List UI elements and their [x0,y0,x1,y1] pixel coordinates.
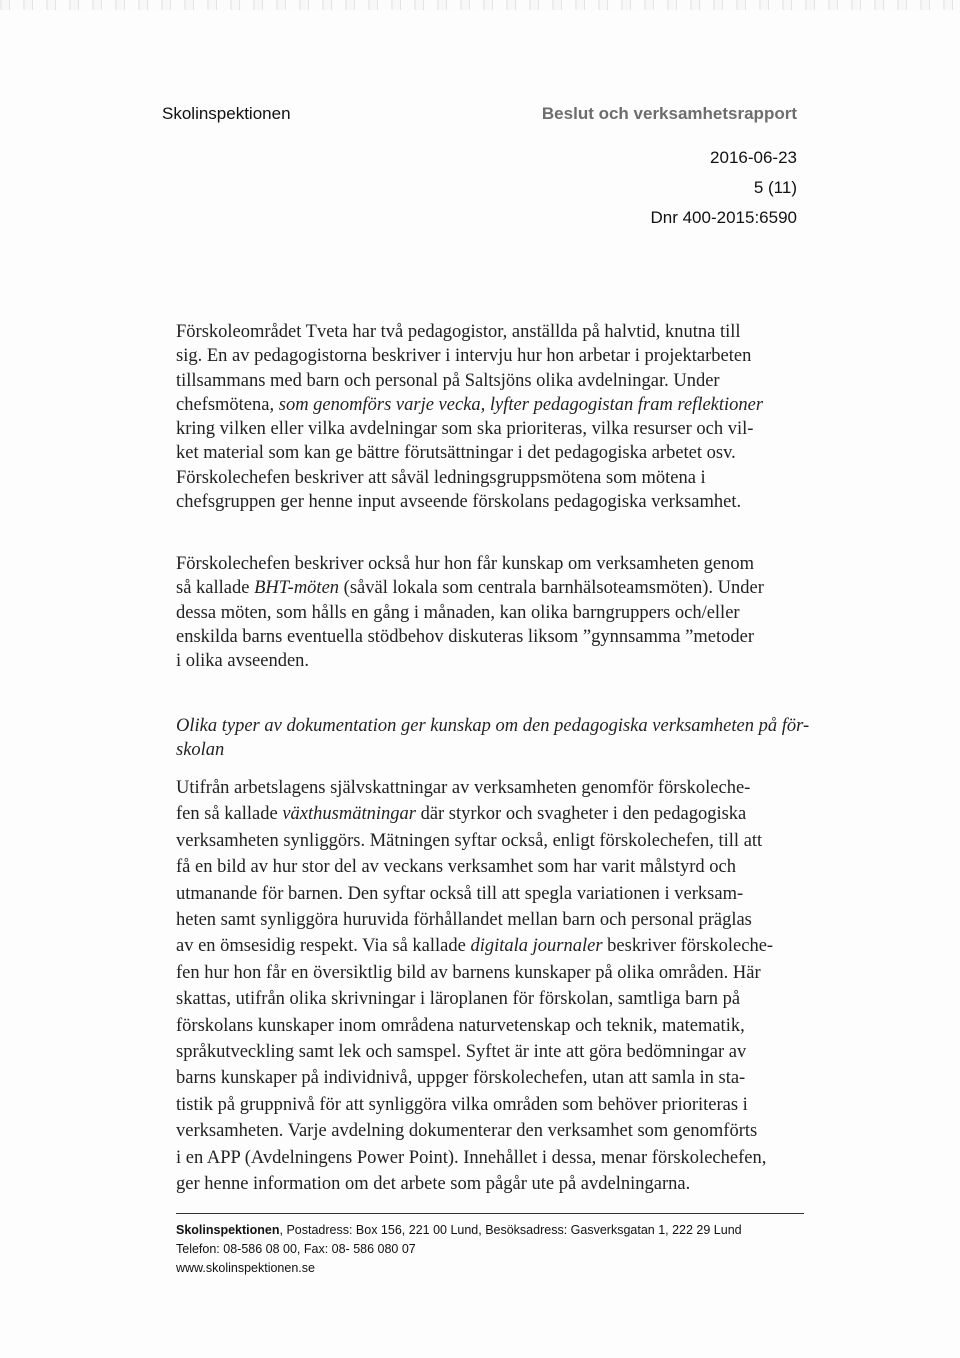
section-heading [176,714,810,763]
text-line: ger henne information om det arbete som pågår ute på avdelningarna. [176,1174,691,1195]
footer-address [176,1221,742,1240]
footer [176,1221,742,1278]
text-line: Förskoleområdet Tveta har två pedagogistor, anställda på halvtid, knutna till [176,322,741,342]
header-document-title: Beslut och verksamhetsrapport [541,104,797,123]
text-line: verksamheten synliggörs. Mätningen syftar också, enligt förskolechefen, till att [176,830,763,851]
header-reference-number: Dnr 400-2015:6590 [650,208,797,227]
text-line: Förskolechefen beskriver att såväl ledningsgruppsmötena som mötena i [176,467,706,488]
header-organization: Skolinspektionen [162,104,291,123]
text-line: förskolans kunskaper inom områdena naturvetenskap och teknik, matematik, [176,1015,745,1036]
text-line [176,933,796,959]
italic-term: digitala journaler [470,936,603,957]
text-line: fen hur hon får en översiktlig bild av barnens kunskaper på olika områden. Här [176,962,761,983]
footer-address-text: , Postadress: Box 156, 221 00 Lund, Besöksadress: Gasverksgatan 1, 222 29 Lund [279,1223,742,1237]
text-line: sig. En av pedagogistorna beskriver i intervju hur hon arbetar i projektarbeten [176,346,752,367]
text-segment: av en ömsesidig respekt. Via så kallade [176,936,471,957]
header-page-number: 5 (11) [753,178,797,197]
text-line: kring vilken eller vilka avdelningar som ska prioriteras, vilka resurser och vil- [176,419,754,440]
scan-edge-artifact [0,0,960,10]
text-segment: chefsmötena [176,394,270,415]
italic-term: BHT-möten [254,578,340,599]
header-date: 2016-06-23 [710,148,797,167]
text-line: Förskolechefen beskriver också hur hon får kunskap om verksamheten genom [176,554,754,574]
footer-website-link[interactable]: www.skolinspektionen.se [176,1261,315,1275]
italic-term: växthusmätningar [282,804,416,825]
text-line: chefsgruppen ger henne input avseende förskolans pedagogiska verksamhet. [176,492,742,513]
text-segment: (såväl lokala som centrala barnhälsoteamsmöten). Under [339,578,764,599]
text-line: Utifrån arbetslagens självskattningar av verksamheten genomför förskoleche- [176,778,751,798]
text-segment: fen så kallade [176,804,283,825]
text-line: utmanande för barnen. Den syftar också till att spegla variationen i verksam- [176,883,744,904]
text-line: verksamheten. Varje avdelning dokumenterar den verksamhet som genomförts [176,1121,758,1142]
text-segment: beskriver förskoleche- [602,936,774,957]
text-line: i olika avseenden. [176,651,310,672]
text-line: skolan [176,740,225,761]
text-line: heten samt synliggöra huruvida förhållandet mellan barn och personal präglas [176,910,752,931]
text-line [176,576,796,600]
text-line: få en bild av hur stor del av veckans verksamhet som har varit målstyrd och [176,857,736,878]
body-paragraph-2 [176,552,796,673]
text-line: enskilda barns eventuella stödbehov diskuteras liksom ”gynnsamma ”metoder [176,626,754,647]
footer-org-name: Skolinspektionen [176,1223,280,1237]
text-line: ket material som kan ge bättre förutsättningar i det pedagogiska arbetet osv. [176,443,736,464]
text-segment: där styrkor och svagheter i den pedagogiska [415,804,747,825]
text-line: skattas, utifrån olika skrivningar i läroplanen för förskolan, samtliga barn på [176,989,741,1010]
footer-divider [176,1213,804,1214]
text-line [176,393,796,417]
text-line: barns kunskaper på individnivå, uppger förskolechefen, utan att samla in sta- [176,1068,746,1089]
text-line: språkutveckling samt lek och samspel. Syftet är inte att göra bedömningar av [176,1042,747,1063]
text-line: i en APP (Avdelningens Power Point). Innehållet i dessa, menar förskolechefen, [176,1147,767,1168]
text-line: tillsammans med barn och personal på Saltsjöns olika avdelningar. Under [176,370,720,391]
body-paragraph-3 [176,775,796,1198]
italic-term: , som genomförs varje vecka, lyfter pedagogistan fram reflektioner [269,394,764,415]
text-line [176,801,796,827]
text-segment: så kallade [176,578,255,599]
text-line: dessa möten, som hålls en gång i månaden, kan olika barngruppers och/eller [176,602,740,623]
text-line: tistik på gruppnivå för att synliggöra vilka områden som behöver prioriteras i [176,1094,748,1115]
body-paragraph-1 [176,320,796,514]
text-line: Olika typer av dokumentation ger kunskap om den pedagogiska verksamheten på för- [176,716,810,736]
footer-phone: Telefon: 08-586 08 00, Fax: 08- 586 080 07 [176,1242,416,1256]
